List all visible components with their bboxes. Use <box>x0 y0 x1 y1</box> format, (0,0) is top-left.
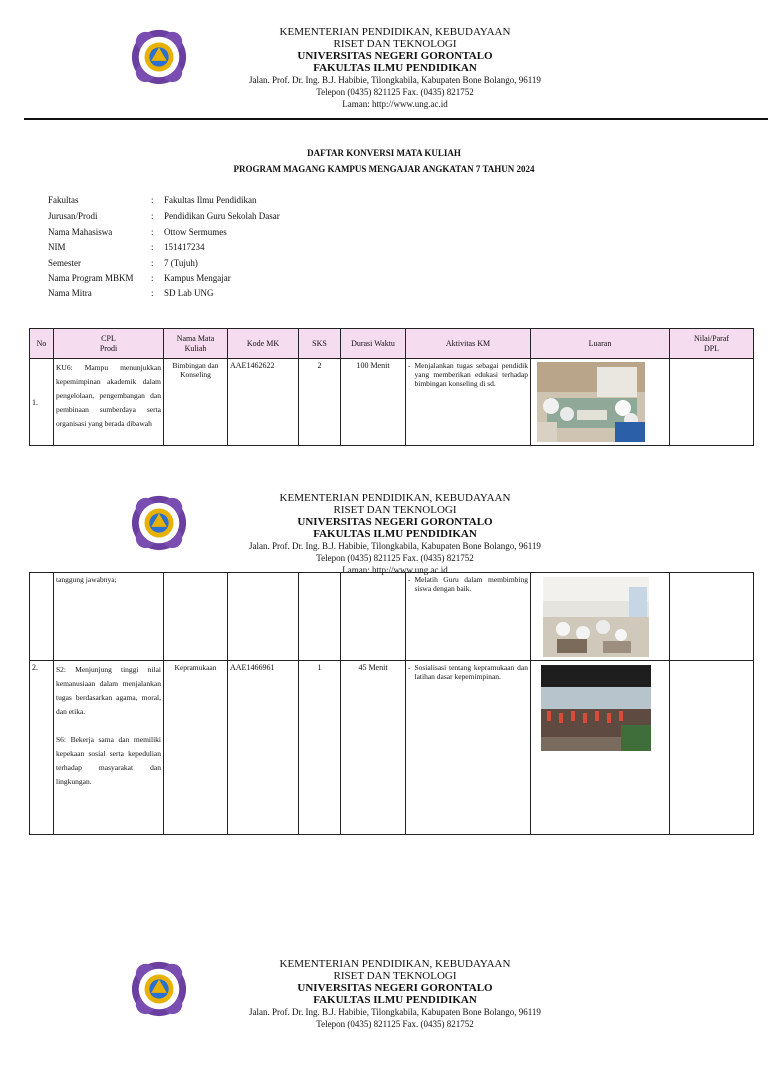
col-cpl <box>54 329 164 359</box>
row-aktivitas <box>406 573 531 661</box>
row-aktivitas <box>406 661 531 835</box>
row-kode <box>228 573 299 661</box>
letterhead-1 <box>0 26 768 146</box>
info-value: Pendidikan Guru Sekolah Dasar <box>164 211 280 221</box>
info-value: SD Lab UNG <box>164 288 214 298</box>
row-matkul: Bimbingan dan Konseling <box>164 359 228 446</box>
row-kode: AAE1462622 <box>228 359 299 446</box>
university-name: UNIVERSITAS NEGERI GORONTALO <box>297 516 493 528</box>
row-aktivitas-text: Sosialisasi tentang kepramukaan dan latihan dasar kepemimpinan. <box>414 663 528 681</box>
row-no: 2. <box>30 661 54 835</box>
row-matkul <box>164 573 228 661</box>
info-separator: : <box>151 288 154 298</box>
row-kode: AAE1466961 <box>228 661 299 835</box>
faculty-name: FAKULTAS ILMU PENDIDIKAN <box>313 528 477 540</box>
phone: Telepon (0435) 821125 Fax. (0435) 821752 <box>316 553 474 563</box>
row-cpl-s6: S6: Bekerja sama dan memiliki kepekaan sosial serta kepedulian terhadap masyarakat dan lingkungan. <box>56 735 161 786</box>
ministry-name-2: RISET DAN TEKNOLOGI <box>333 38 457 50</box>
row-cpl-s2: S2: Menjunjung tinggi nilai kemanusiaan dalam menjalankan tugas berdasarkan agama, moral, dan etika. <box>56 665 161 716</box>
row-luaran <box>531 661 670 835</box>
website[interactable]: Laman: http://www.ung.ac.id <box>342 99 448 109</box>
table-row <box>30 661 754 835</box>
row-durasi: 45 Menit <box>341 661 406 835</box>
info-label: NIM <box>48 242 66 252</box>
col-sks: SKS <box>299 329 341 359</box>
university-logo <box>130 494 188 552</box>
row-luaran <box>531 359 670 446</box>
faculty-name: FAKULTAS ILMU PENDIDIKAN <box>313 994 477 1006</box>
info-row <box>48 273 448 287</box>
info-value: Ottow Sermumes <box>164 227 227 237</box>
info-row <box>48 195 448 209</box>
row-nilai <box>670 573 754 661</box>
row-cpl-continued: tanggung jawabnya; <box>54 573 164 661</box>
address: Jalan. Prof. Dr. Ing. B.J. Habibie, Tilongkabila, Kabupaten Bone Bolango, 96119 <box>249 1007 541 1017</box>
col-durasi: Durasi Waktu <box>341 329 406 359</box>
info-separator: : <box>151 258 154 268</box>
luaran-photo-2 <box>543 577 649 657</box>
website[interactable]: Laman: http://www.ung.ac.id <box>342 565 448 575</box>
university-name: UNIVERSITAS NEGERI GORONTALO <box>297 982 493 994</box>
col-kode: Kode MK <box>228 329 299 359</box>
row-nilai <box>670 359 754 446</box>
info-separator: : <box>151 195 154 205</box>
ministry-name: KEMENTERIAN PENDIDIKAN, KEBUDAYAAN <box>279 492 511 504</box>
col-nilai-line2: DPL <box>703 343 720 353</box>
row-aktivitas-text: Melatih Guru dalam membimbing siswa dengan baik. <box>414 575 528 593</box>
info-row <box>48 258 448 272</box>
row-sks <box>299 573 341 661</box>
cpl-spacer <box>56 719 161 733</box>
table-header-row <box>30 329 754 359</box>
col-aktivitas: Aktivitas KM <box>406 329 531 359</box>
phone: Telepon (0435) 821125 Fax. (0435) 821752 <box>316 1019 474 1029</box>
ministry-name: KEMENTERIAN PENDIDIKAN, KEBUDAYAAN <box>279 958 511 970</box>
info-separator: : <box>151 211 154 221</box>
ministry-name-2: RISET DAN TEKNOLOGI <box>333 504 457 516</box>
col-nilai <box>670 329 754 359</box>
row-matkul: Kepramukaan <box>164 661 228 835</box>
info-value: 151417234 <box>164 242 205 252</box>
row-cpl: KU6: Mampu menunjukkan kepemimpinan akademik dalam pengelolaan, pengembangan dan pembinaan sumberdaya serta organisasi yang berada dibawah <box>54 359 164 446</box>
info-label: Fakultas <box>48 195 79 205</box>
header-divider <box>24 118 768 120</box>
info-label: Nama Program MBKM <box>48 273 134 283</box>
col-nilai-line1: Nilai/Paraf <box>693 333 730 343</box>
row-durasi: 100 Menit <box>341 359 406 446</box>
row-no <box>30 573 54 661</box>
bullet-dash: - <box>408 663 411 672</box>
col-no: No <box>30 329 54 359</box>
university-logo <box>130 28 188 86</box>
doc-title: DAFTAR KONVERSI MATA KULIAH <box>307 148 461 158</box>
col-cpl-line2: Prodi <box>99 343 118 353</box>
info-separator: : <box>151 273 154 283</box>
info-value: Fakultas Ilmu Pendidikan <box>164 195 257 205</box>
row-durasi <box>341 573 406 661</box>
col-matkul: Nama Mata Kuliah <box>164 329 228 359</box>
info-separator: : <box>151 242 154 252</box>
bullet-dash: - <box>408 361 411 370</box>
letterhead-3 <box>0 958 768 1078</box>
row-nilai <box>670 661 754 835</box>
info-label: Nama Mitra <box>48 288 92 298</box>
info-value: Kampus Mengajar <box>164 273 231 283</box>
info-label: Nama Mahasiswa <box>48 227 113 237</box>
info-row <box>48 211 448 225</box>
luaran-photo-3 <box>541 665 651 751</box>
col-cpl-line1: CPL <box>101 333 116 343</box>
col-luaran: Luaran <box>531 329 670 359</box>
info-separator: : <box>151 227 154 237</box>
bullet-dash: - <box>408 575 411 584</box>
info-row <box>48 242 448 256</box>
address: Jalan. Prof. Dr. Ing. B.J. Habibie, Tilongkabila, Kabupaten Bone Bolango, 96119 <box>249 75 541 85</box>
info-row <box>48 227 448 241</box>
row-luaran <box>531 573 670 661</box>
luaran-photo-1 <box>537 362 645 442</box>
address: Jalan. Prof. Dr. Ing. B.J. Habibie, Tilongkabila, Kabupaten Bone Bolango, 96119 <box>249 541 541 551</box>
row-aktivitas-text: Menjalankan tugas sebagai pendidik yang memberikan edukasi terhadap bimbingan konseling di sd. <box>414 361 528 388</box>
faculty-name: FAKULTAS ILMU PENDIDIKAN <box>313 62 477 74</box>
row-cpl <box>54 661 164 835</box>
conversion-table-2 <box>29 572 754 835</box>
row-no: 1. <box>30 359 54 446</box>
conversion-table-1 <box>29 328 754 446</box>
info-label: Jurusan/Prodi <box>48 211 98 221</box>
row-sks: 1 <box>299 661 341 835</box>
info-label: Semester <box>48 258 81 268</box>
university-name: UNIVERSITAS NEGERI GORONTALO <box>297 50 493 62</box>
info-row <box>48 288 448 302</box>
info-value: 7 (Tujuh) <box>164 258 198 268</box>
table-row-continued <box>30 573 754 661</box>
ministry-name-2: RISET DAN TEKNOLOGI <box>333 970 457 982</box>
doc-subtitle: PROGRAM MAGANG KAMPUS MENGAJAR ANGKATAN 7 TAHUN 2024 <box>233 164 535 174</box>
table-row <box>30 359 754 446</box>
ministry-name: KEMENTERIAN PENDIDIKAN, KEBUDAYAAN <box>279 26 511 38</box>
row-sks: 2 <box>299 359 341 446</box>
row-aktivitas <box>406 359 531 446</box>
phone: Telepon (0435) 821125 Fax. (0435) 821752 <box>316 87 474 97</box>
university-logo <box>130 960 188 1018</box>
